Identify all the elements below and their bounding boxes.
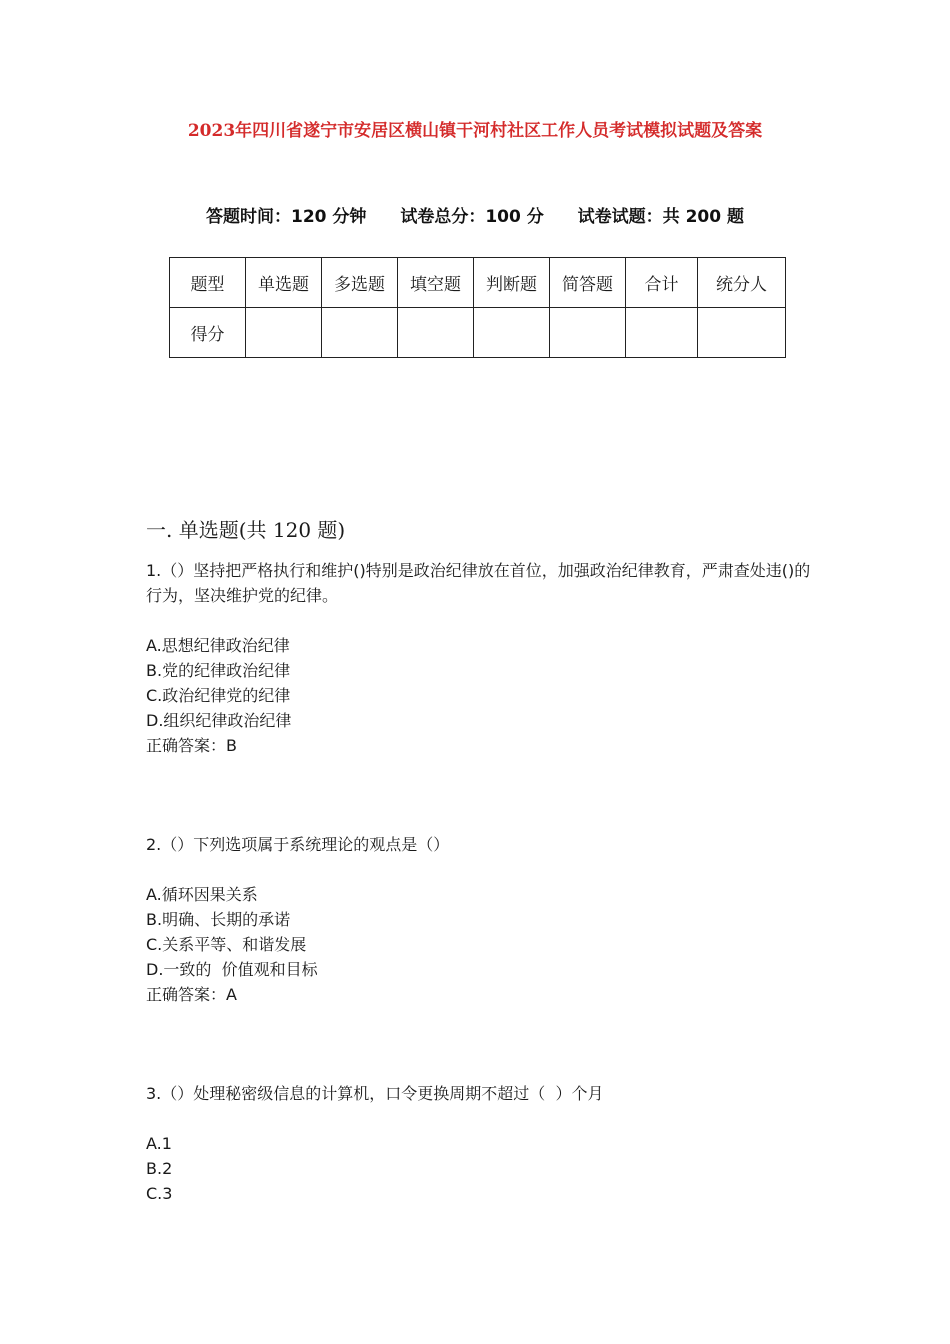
option-d: D.组织纪律政治纪律	[146, 711, 292, 730]
score-table-score-row	[170, 308, 786, 358]
option-c: C.3	[146, 1184, 173, 1203]
option-a: A.1	[146, 1134, 172, 1153]
answer: 正确答案：B	[146, 736, 237, 755]
question-3	[146, 1081, 814, 1206]
option-c: C.政治纪律党的纪律	[146, 686, 291, 705]
option-b: B.2	[146, 1159, 173, 1178]
header-cell-true-false: 判断题	[474, 258, 550, 308]
row-label-score: 得分	[170, 308, 246, 358]
option-a: A.思想纪律政治纪律	[146, 636, 290, 655]
score-cell	[322, 308, 398, 358]
document-title: 2023年四川省遂宁市安居区横山镇干河村社区工作人员考试模拟试题及答案	[187, 121, 763, 141]
answer: 正确答案：A	[146, 985, 237, 1004]
option-a: A.循环因果关系	[146, 885, 258, 904]
score-cell	[550, 308, 626, 358]
question-stem: 2.（）下列选项属于系统理论的观点是（）	[146, 835, 450, 854]
score-cell	[246, 308, 322, 358]
option-d: D.一致的 价值观和目标	[146, 960, 318, 979]
header-cell-multiple-choice: 多选题	[322, 258, 398, 308]
question-2	[146, 832, 814, 1007]
score-table	[169, 257, 786, 358]
option-b: B.明确、长期的承诺	[146, 910, 291, 929]
score-cell	[474, 308, 550, 358]
exam-question-count: 试卷试题：共 200 题	[577, 207, 744, 227]
exam-meta	[0, 202, 950, 227]
question-stem: 1.（）坚持把严格执行和维护()特别是政治纪律放在首位，加强政治纪律教育，严肃查处违()的行为，坚决维护党的纪律。	[146, 561, 811, 605]
question-1	[146, 558, 814, 758]
header-cell-type: 题型	[170, 258, 246, 308]
exam-time: 答题时间：120 分钟	[206, 207, 367, 227]
header-cell-short-answer: 简答题	[550, 258, 626, 308]
option-c: C.关系平等、和谐发展	[146, 935, 307, 954]
header-cell-single-choice: 单选题	[246, 258, 322, 308]
exam-total-score: 试卷总分：100 分	[400, 207, 544, 227]
score-table-header-row	[170, 258, 786, 308]
option-b: B.党的纪律政治纪律	[146, 661, 291, 680]
score-cell	[698, 308, 786, 358]
score-cell	[398, 308, 474, 358]
header-cell-fill-blank: 填空题	[398, 258, 474, 308]
header-cell-scorer: 统分人	[698, 258, 786, 308]
section-title: 一. 单选题(共 120 题)	[146, 518, 346, 542]
score-cell	[626, 308, 698, 358]
question-stem: 3.（）处理秘密级信息的计算机，口令更换周期不超过（ ）个月	[146, 1084, 604, 1103]
header-cell-total: 合计	[626, 258, 698, 308]
